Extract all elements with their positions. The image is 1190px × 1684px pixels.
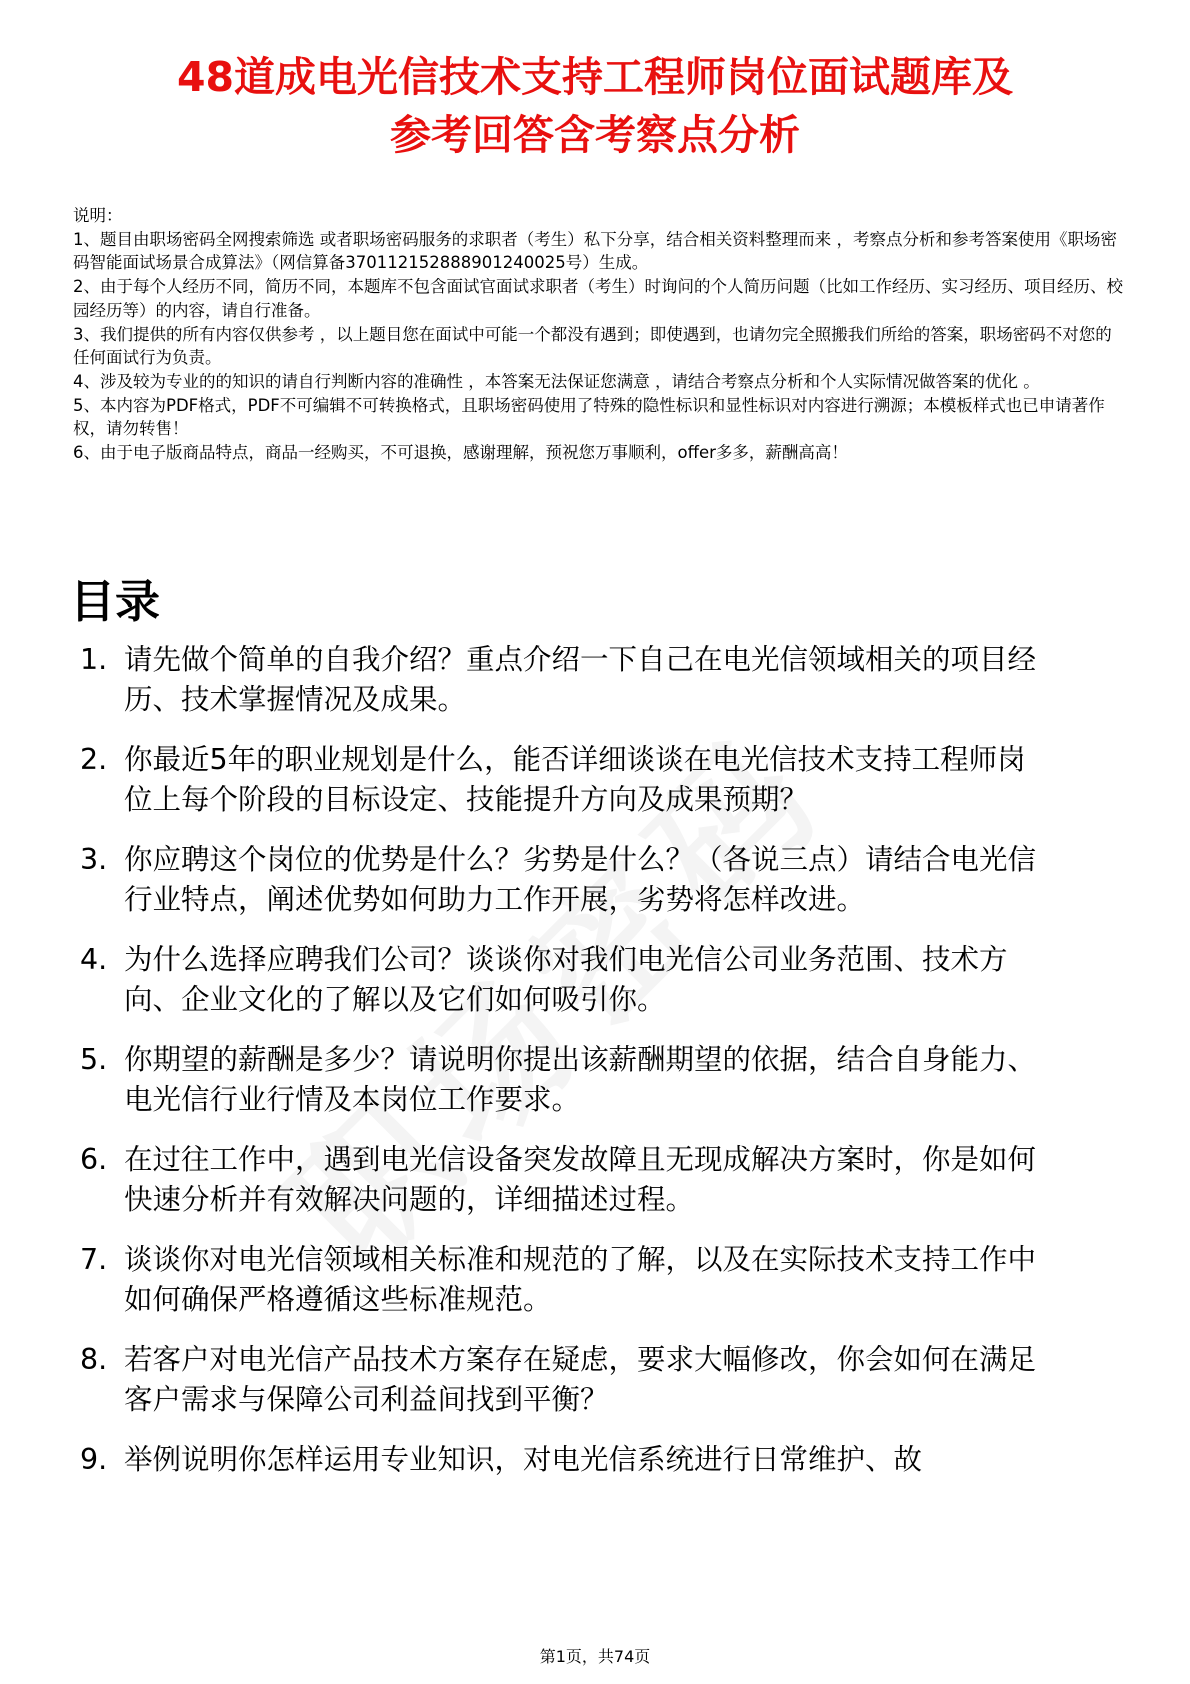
- toc-item-text: 若客户对电光信产品技术方案存在疑虑，要求大幅修改，你会如何在满足客户需求与保障公司利益间找到平衡？: [124, 1343, 1037, 1416]
- document-title: [60, 48, 1130, 164]
- toc-item-text: 举例说明你怎样运用专业知识，对电光信系统进行日常维护、故: [124, 1443, 923, 1476]
- page-footer: 第1页，共74页: [539, 1647, 651, 1666]
- title-line-1: 48道成电光信技术支持工程师岗位面试题库及: [176, 53, 1014, 101]
- note-item: 3、我们提供的所有内容仅供参考 ，以上题目您在面试中可能一个都没有遇到；即使遇到，也请勿完全照搬我们所给的答案，职场密码不对您的任何面试行为负责。: [73, 324, 1112, 368]
- toc-item[interactable]: [0, 1340, 1044, 1420]
- toc-item[interactable]: [0, 840, 1044, 920]
- notes-heading: 说明：: [73, 206, 123, 225]
- toc-item-number: 8.: [80, 1343, 108, 1376]
- toc-item[interactable]: [0, 1140, 1044, 1220]
- note-item: 4、涉及较为专业的的知识的请自行判断内容的准确性 ，本答案无法保证您满意 ，请结合考察点分析和个人实际情况做答案的优化 。: [73, 371, 1040, 391]
- toc-item[interactable]: [0, 640, 1044, 720]
- notes-section: [73, 204, 1123, 465]
- toc-item-number: 4.: [80, 943, 108, 976]
- toc-item-number: 7.: [80, 1243, 108, 1276]
- toc-item-number: 1.: [80, 643, 108, 676]
- toc-item-text: 你应聘这个岗位的优势是什么？劣势是什么？（各说三点）请结合电光信行业特点，阐述优势如何助力工作开展，劣势将怎样改进。: [124, 843, 1037, 916]
- toc-item-text: 在过往工作中，遇到电光信设备突发故障且无现成解决方案时，你是如何快速分析并有效解决问题的，详细描述过程。: [124, 1143, 1037, 1216]
- toc-item-text: 你期望的薪酬是多少？请说明你提出该薪酬期望的依据，结合自身能力、电光信行业行情及本岗位工作要求。: [124, 1043, 1037, 1116]
- title-line-2: 参考回答含考察点分析: [390, 111, 800, 159]
- toc-heading: 目录: [70, 575, 161, 628]
- toc-item-number: 9.: [80, 1443, 108, 1476]
- toc-item-number: 3.: [80, 843, 108, 876]
- toc-item[interactable]: [0, 1040, 1044, 1120]
- note-item: 5、本内容为PDF格式，PDF不可编辑不可转换格式，且职场密码使用了特殊的隐性标识和显性标识对内容进行溯源；本模板样式也已申请著作权，请勿转售！: [73, 395, 1105, 439]
- note-item: 2、由于每个人经历不同，简历不同，本题库不包含面试官面试求职者（考生）时询问的个人简历问题（比如工作经历、实习经历、项目经历、校园经历等）的内容，请自行准备。: [73, 277, 1123, 320]
- toc-item-number: 2.: [80, 743, 108, 776]
- note-item: 1、题目由职场密码全网搜索筛选 或者职场密码服务的求职者（考生）私下分享，结合相关资料整理而来 ，考察点分析和参考答案使用《职场密码智能面试场景合成算法》（网信算备370112152888901240025号）生成。: [73, 229, 1117, 273]
- toc-item[interactable]: [0, 740, 1044, 820]
- toc-item-number: 6.: [80, 1143, 108, 1176]
- toc-item-text: 谈谈你对电光信领域相关标准和规范的了解，以及在实际技术支持工作中如何确保严格遵循这些标准规范。: [124, 1243, 1037, 1316]
- toc-item-text: 你最近5年的职业规划是什么，能否详细谈谈在电光信技术支持工程师岗位上每个阶段的目标设定、技能提升方向及成果预期？: [124, 743, 1026, 816]
- toc-item[interactable]: [0, 1440, 1044, 1480]
- toc-item[interactable]: [0, 940, 1044, 1020]
- toc-item-text: 请先做个简单的自我介绍？重点介绍一下自己在电光信领域相关的项目经历、技术掌握情况及成果。: [124, 643, 1037, 716]
- note-item: 6、由于电子版商品特点，商品一经购买，不可退换，感谢理解，预祝您万事顺利，offer多多，薪酬高高！: [73, 443, 848, 463]
- toc-item-text: 为什么选择应聘我们公司？谈谈你对我们电光信公司业务范围、技术方向、企业文化的了解以及它们如何吸引你。: [124, 943, 1008, 1016]
- toc-list: [0, 640, 1190, 1500]
- toc-item[interactable]: [0, 1240, 1044, 1320]
- toc-item-number: 5.: [80, 1043, 108, 1076]
